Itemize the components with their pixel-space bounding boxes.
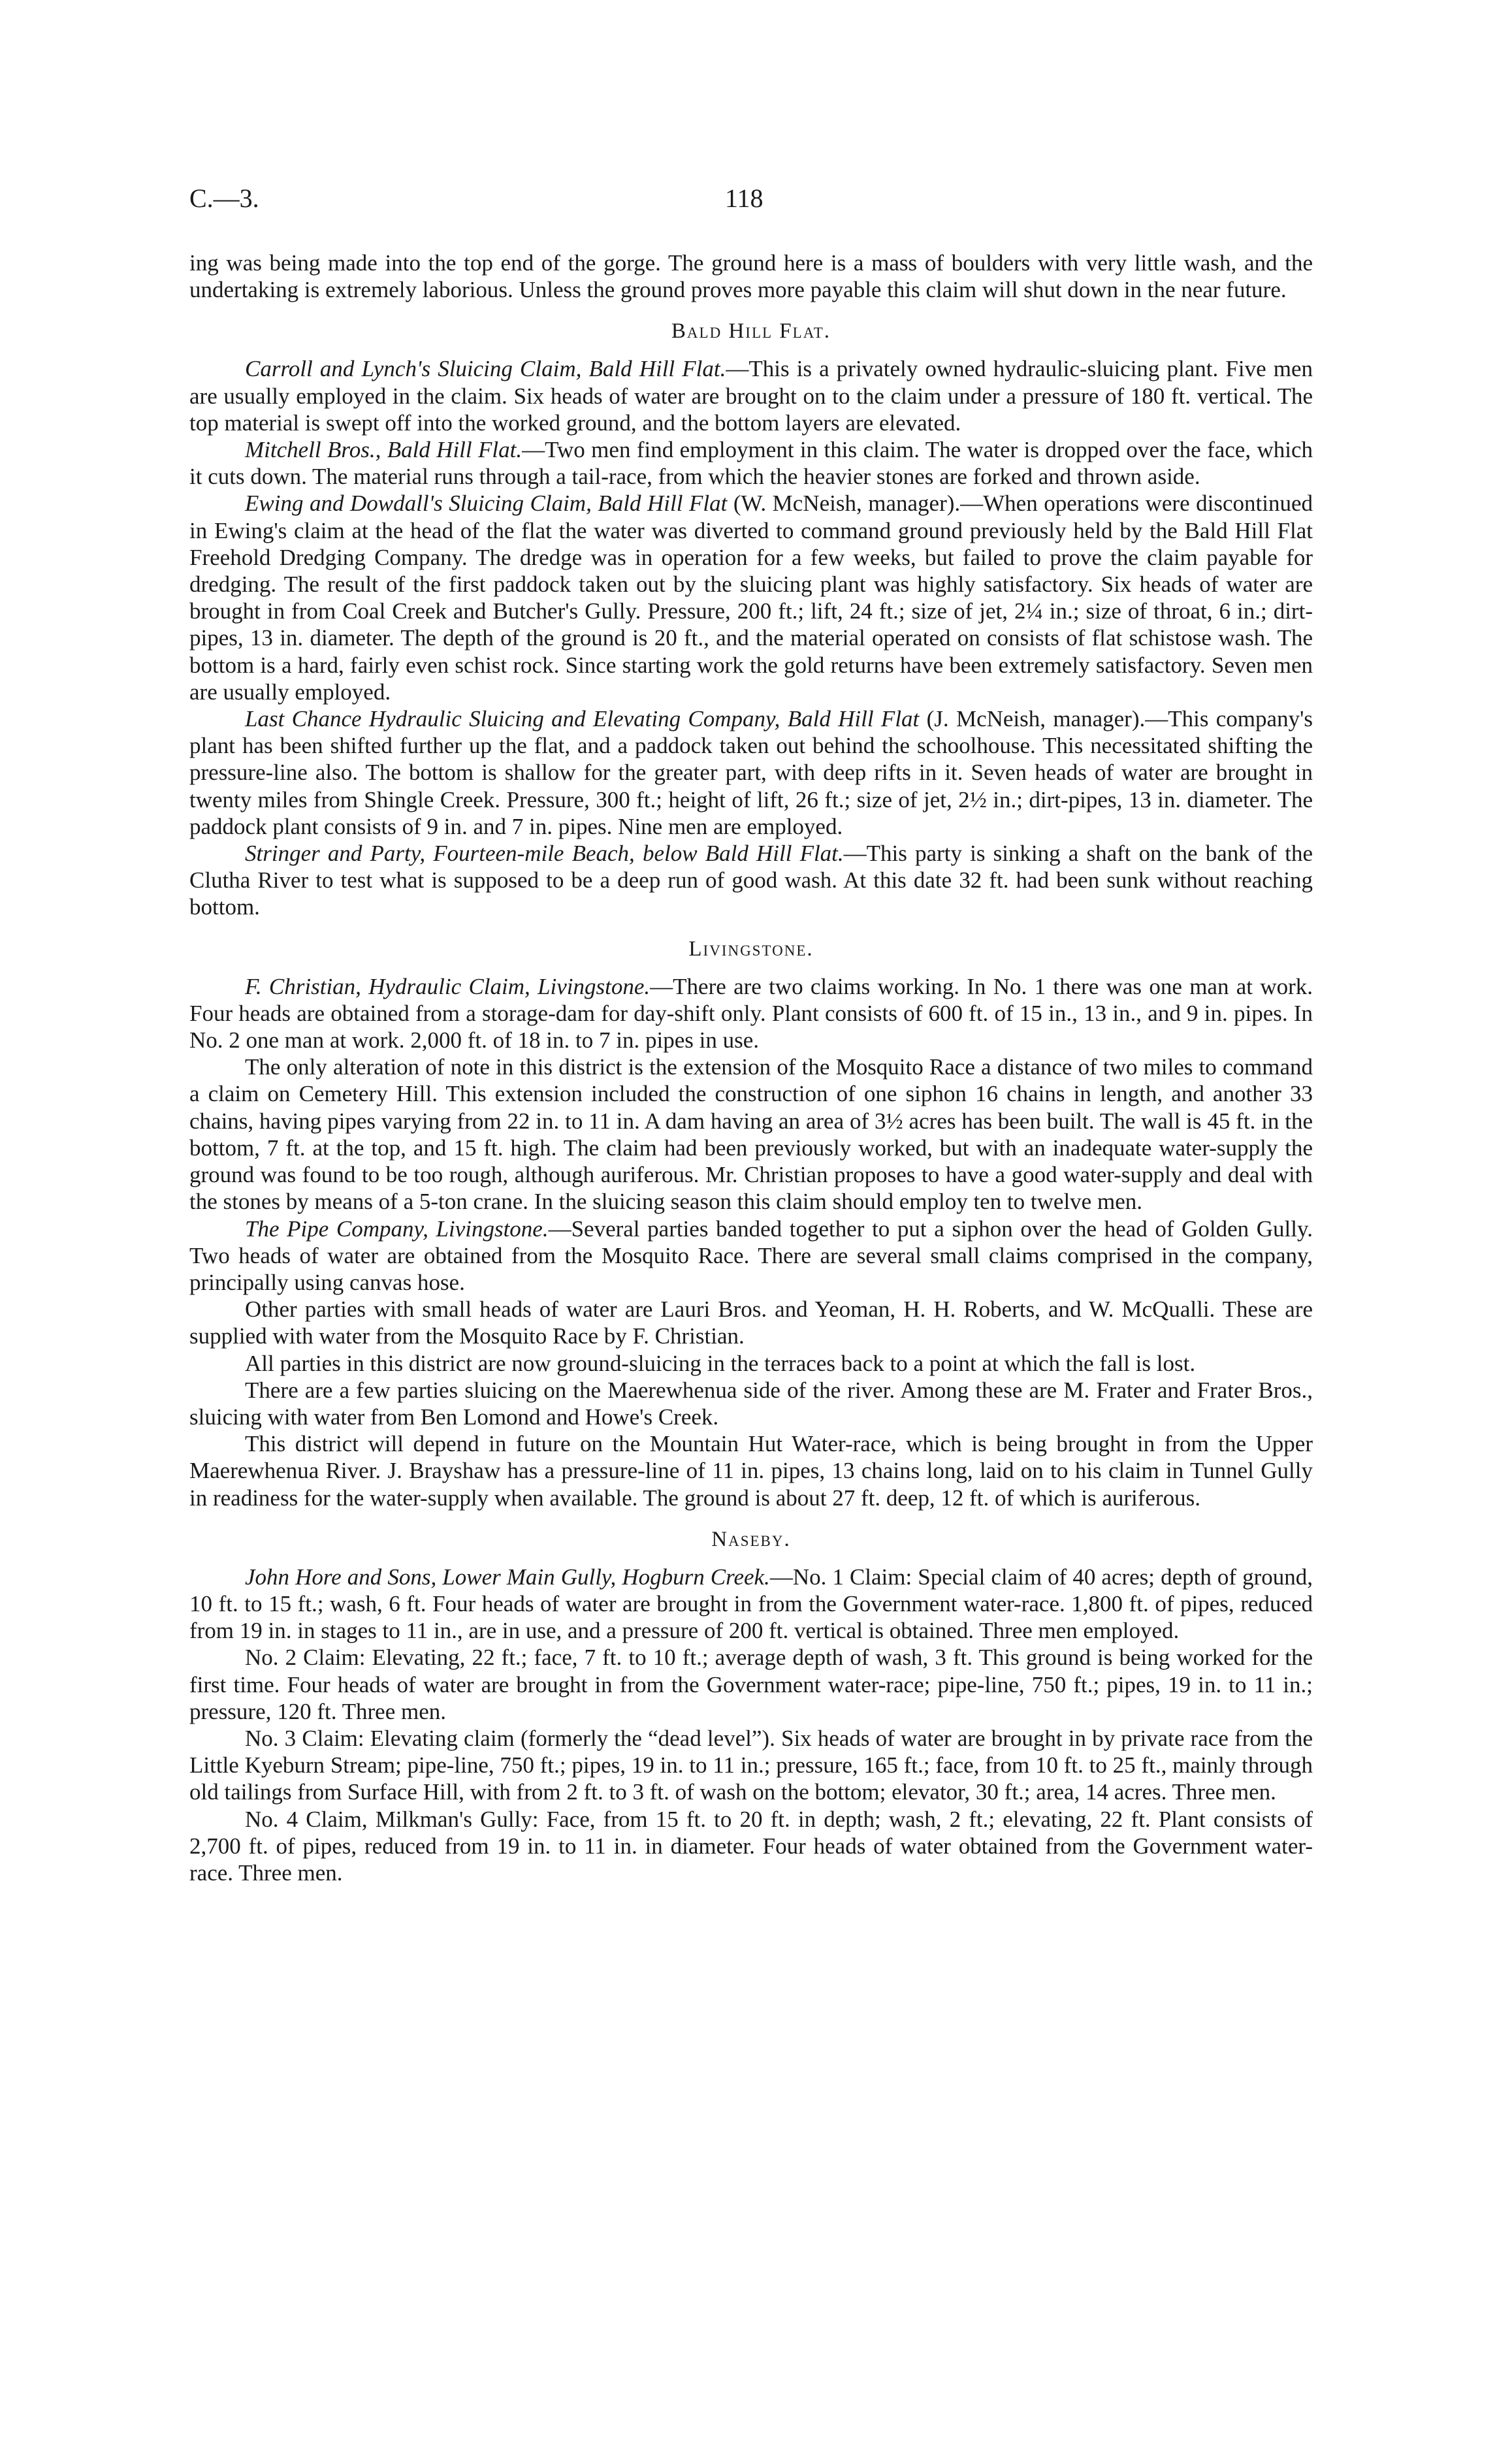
paragraph-christian-claim (189, 973, 1313, 1054)
paragraph-mitchell-bros (189, 436, 1313, 490)
claim-title: F. Christian, Hydraulic Claim, Livingstone. (245, 973, 651, 999)
claim-text: —This is a privately owned hydraulic-sluicing plant. Five men are usually employed in the claim. Six heads of water are brought on to the claim under a pressure of 180 ft. vertical. The top material is swept off into the worked ground, and the bottom layers are elevated. (189, 356, 1313, 436)
claim-text: (J. McNeish, manager).—This company's plant has been shifted further up the flat, and a paddock taken out behind the schoolhouse. This necessitated shifting the pressure-line also. The bottom is shallow for the greater part, with deep rifts in it. Seven heads of water are brought in twenty miles from Shingle Creek. Pressure, 300 ft.; height of lift, 26 ft.; size of jet, 2½ in.; dirt-pipes, 13 in. diameter. The paddock plant consists of 9 in. and 7 in. pipes. Nine men are employed. (189, 706, 1313, 839)
section-heading-livingstone: Livingstone. (688, 937, 814, 961)
page-header (189, 183, 1313, 235)
claim-text: —No. 1 Claim: Special claim of 40 acres; depth of ground, 10 ft. to 15 ft.; wash, 6 ft. Four heads of water are brought in from the Government water-race. 1,800 ft. of pipes, reduced from 19 in. in stages to 11 in., are in use, and a pressure of 200 ft. vertical is obtained. Three men employed. (189, 1564, 1313, 1644)
paragraph-claim-no-2: No. 2 Claim: Elevating, 22 ft.; face, 7 ft. to 10 ft.; average depth of wash, 3 ft. This ground is being worked for the first time. Four heads of water are brought in from the Government water-race; pipe-line, 750 ft.; pipes, 19 in. to 11 in.; pressure, 120 ft. Three men. (189, 1645, 1313, 1724)
document-reference: C.—3. (189, 184, 259, 213)
paragraph-claim-no-4: No. 4 Claim, Milkman's Gully: Face, from 15 ft. to 20 ft. in depth; wash, 2 ft.; elevating, 22 ft. Plant consists of 2,700 ft. of pipes, reduced from 19 in. to 11 in. in diameter. Four heads of water obtained from the Government water-race. Three men. (189, 1806, 1313, 1886)
claim-title: John Hore and Sons, Lower Main Gully, Hogburn Creek. (245, 1564, 770, 1590)
paragraph-carroll-lynch (189, 355, 1313, 436)
claim-text: —There are two claims working. In No. 1 there was one man at work. Four heads are obtained from a storage-dam for day-shift only. Plant consists of 600 ft. of 15 in., 13 in., and 9 in. pipes. In No. 2 one man at work. 2,000 ft. of 18 in. to 7 in. pipes in use. (189, 973, 1313, 1054)
paragraph-pipe-company (189, 1215, 1313, 1296)
claim-title: The Pipe Company, Livingstone. (245, 1215, 549, 1242)
claim-title: Stringer and Party, Fourteen-mile Beach, below Bald Hill Flat. (245, 841, 844, 867)
paragraph-mosquito-race: The only alteration of note in this district is the extension of the Mosquito Race a distance of two miles to command a claim on Cemetery Hill. This extension included the construction of one siphon 16 chains in length, and another 33 chains, having pipes varying from 22 in. to 11 in. A dam having an area of 3½ acres has been built. The wall is 45 ft. in the bottom, 7 ft. at the top, and 15 ft. high. The claim had been previously worked, but with an inadequate water-supply the ground was found to be too rough, although auriferous. Mr. Christian proposes to have a good water-supply and deal with the stones by means of a 5-ton crane. In the sluicing season this claim should employ ten to twelve men. (189, 1054, 1313, 1215)
paragraph-other-parties: Other parties with small heads of water are Lauri Bros. and Yeoman, H. H. Roberts, and W. McQualli. These are supplied with water from the Mosquito Race by F. Christian. (189, 1296, 1313, 1349)
claim-title: Ewing and Dowdall's Sluicing Claim, Bald Hill Flat (245, 491, 728, 517)
claim-title: Mitchell Bros., Bald Hill Flat. (245, 437, 523, 463)
paragraph-last-chance (189, 705, 1313, 840)
paragraph-ground-sluicing: All parties in this district are now ground-sluicing in the terraces back to a point at which the fall is lost. (245, 1350, 1196, 1376)
claim-text: (W. McNeish, manager).—When operations were discontinued in Ewing's claim at the head of the flat the water was diverted to command ground previously held by the Bald Hill Flat Freehold Dredging Company. The dredge was in operation for a few weeks, but failed to prove the claim payable for dredging. The result of the first paddock taken out by the sluicing plant was highly satisfactory. Six heads of water are brought in from Coal Creek and Butcher's Gully. Pressure, 200 ft.; lift, 24 ft.; size of jet, 2¼ in.; size of throat, 6 in.; dirt-pipes, 13 in. diameter. The depth of the ground is 20 ft., and the material operated on consists of flat schistose wash. The bottom is a hard, fairly even schist rock. Since starting work the gold returns have been extremely satisfactory. Seven men are usually employed. (189, 491, 1313, 705)
claim-title: Last Chance Hydraulic Sluicing and Elevating Company, Bald Hill Flat (245, 706, 920, 732)
page (189, 183, 1313, 1886)
paragraph-maerewhenua: There are a few parties sluicing on the Maerewhenua side of the river. Among these are M. Frater and Frater Bros., sluicing with water from Ben Lomond and Howe's Creek. (189, 1377, 1313, 1430)
section-heading-bald-hill-flat: Bald Hill Flat. (671, 319, 831, 344)
section-heading-naseby: Naseby. (711, 1527, 791, 1551)
claim-title: Carroll and Lynch's Sluicing Claim, Bald Hill Flat. (245, 356, 726, 382)
paragraph-mountain-hut: This district will depend in future on the Mountain Hut Water-race, which is being brought in from the Upper Maerewhenua River. J. Brayshaw has a pressure-line of 11 in. pipes, 13 chains long, laid on to his claim in Tunnel Gully in readiness for the water-supply when available. The ground is about 27 ft. deep, 12 ft. of which is auriferous. (189, 1431, 1313, 1511)
page-number: 118 (725, 184, 764, 213)
paragraph-stringer-party (189, 840, 1313, 921)
intro-paragraph: ing was being made into the top end of the gorge. The ground here is a mass of boulders with very little wash, and the undertaking is extremely laborious. Unless the ground proves more payable this claim will shut down in the near future. (189, 250, 1313, 303)
claim-text: —This party is sinking a shaft on the bank of the Clutha River to test what is supposed to be a deep run of good wash. At this date 32 ft. had been sunk without reaching bottom. (189, 841, 1313, 920)
claim-text: —Two men find employment in this claim. The water is dropped over the face, which it cuts down. The material runs through a tail-race, from which the heavier stones are forked and thrown aside. (189, 437, 1313, 490)
paragraph-claim-no-3: No. 3 Claim: Elevating claim (formerly the “dead level”). Six heads of water are brought in by private race from the Little Kyeburn Stream; pipe-line, 750 ft.; pipes, 19 in. to 11 in.; pressure, 165 ft.; face, from 10 ft. to 25 ft., mainly through old tailings from Surface Hill, with from 2 ft. to 3 ft. of wash on the bottom; elevator, 30 ft.; area, 14 acres. Three men. (189, 1725, 1313, 1805)
paragraph-ewing-dowdall (189, 490, 1313, 705)
paragraph-hore-sons (189, 1564, 1313, 1645)
claim-text: —Several parties banded together to put a siphon over the head of Golden Gully. Two heads of water are obtained from the Mosquito Race. There are several small claims comprised in the company, principally using canvas hose. (189, 1215, 1313, 1295)
